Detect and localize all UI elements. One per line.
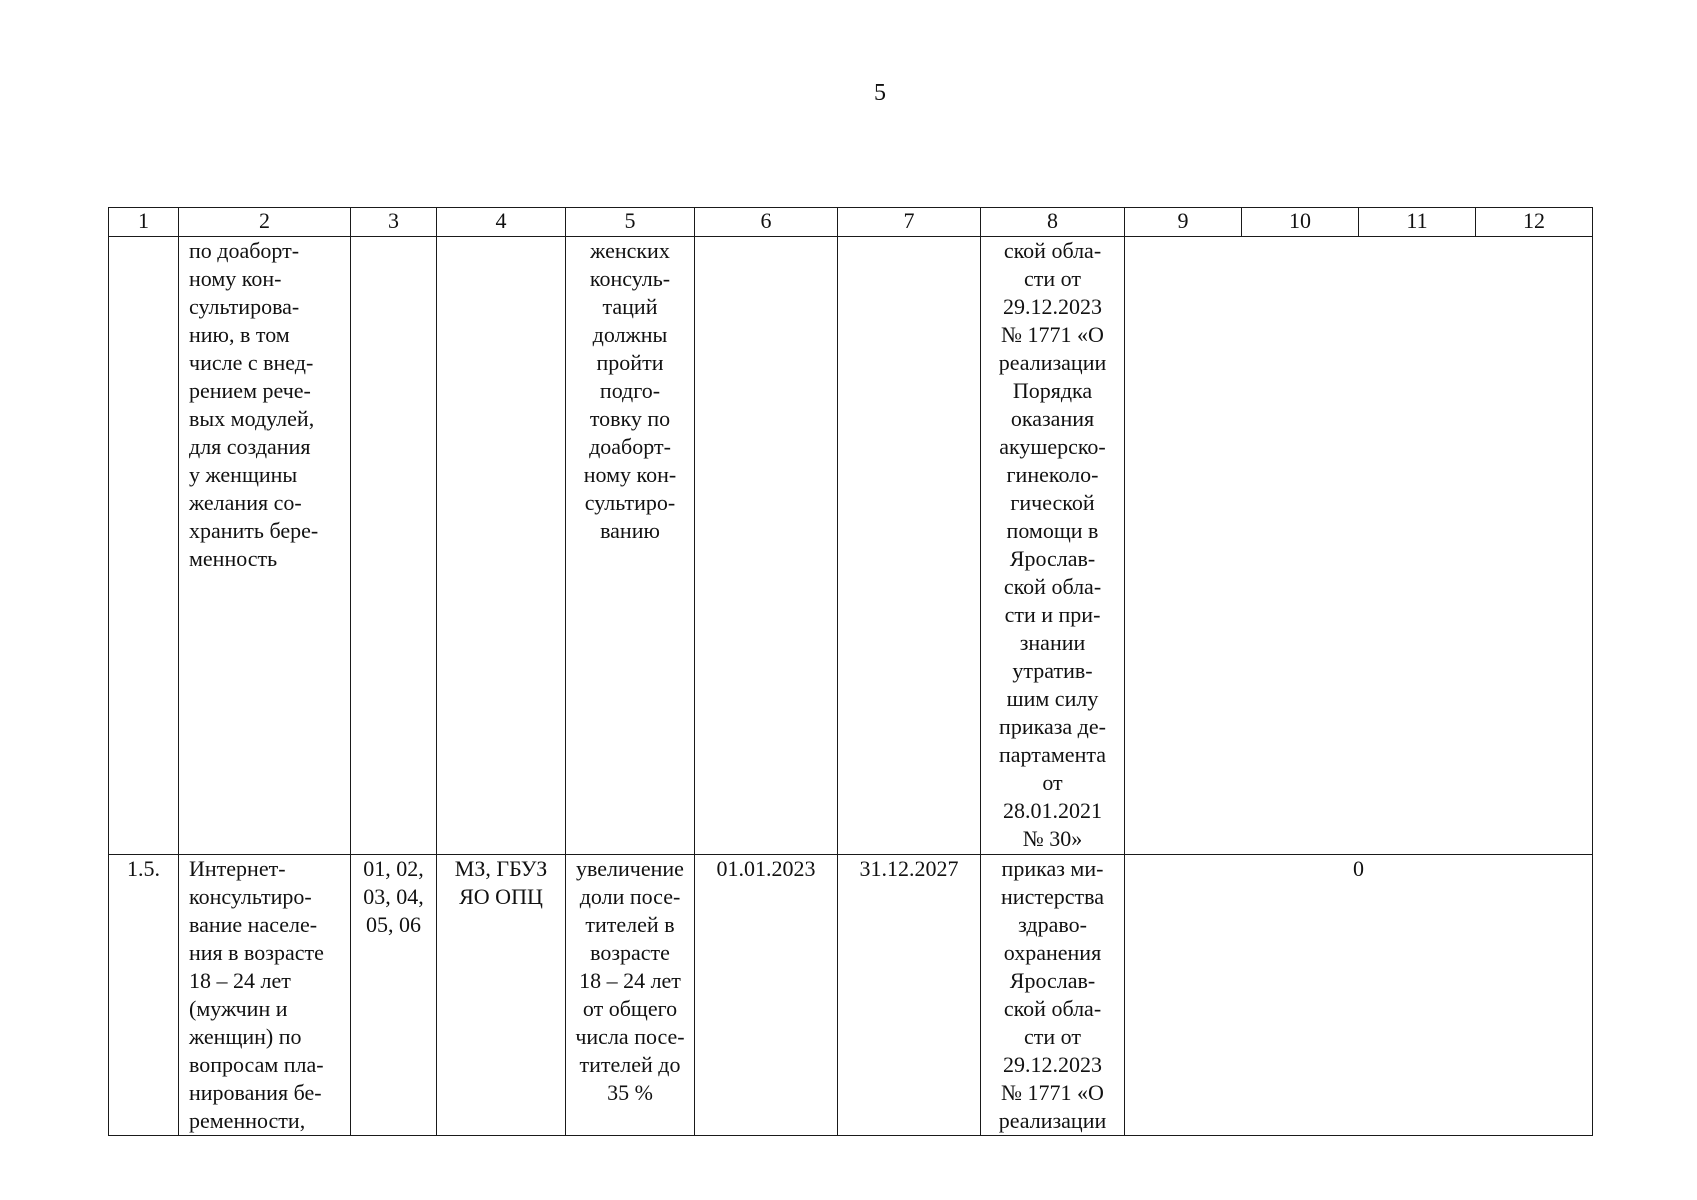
item-number-cell: [109, 237, 179, 855]
item-number-cell: 1.5.: [109, 855, 179, 1136]
start-date-cell: 01.01.2023: [695, 855, 838, 1136]
column-number-cell: 3: [351, 208, 437, 237]
funding-cell: [1125, 237, 1593, 855]
code-cell: 01, 02, 03, 04, 05, 06: [351, 855, 437, 1136]
result-cell: женских консуль- таций должны пройти подго- товку по доаборт- ному кон- сультиро- ванию: [566, 237, 695, 855]
column-number-cell: 10: [1242, 208, 1359, 237]
column-number-cell: 4: [437, 208, 566, 237]
start-date-cell: [695, 237, 838, 855]
funding-cell: 0: [1125, 855, 1593, 1136]
column-number-cell: 5: [566, 208, 695, 237]
column-number-cell: 6: [695, 208, 838, 237]
column-number-row: [109, 208, 1593, 237]
column-number-cell: 12: [1476, 208, 1593, 237]
code-cell: [351, 237, 437, 855]
measure-name-cell: по доаборт- ному кон- сультирова- нию, в том числе с внед- рением рече- вых модулей, для создания у женщины желания со- хранить бере- менность: [179, 237, 351, 855]
column-number-cell: 9: [1125, 208, 1242, 237]
column-number-cell: 2: [179, 208, 351, 237]
end-date-cell: 31.12.2027: [838, 855, 981, 1136]
column-number-cell: 1: [109, 208, 179, 237]
table-row: [109, 237, 1593, 855]
table-row: [109, 855, 1593, 1136]
basis-document-cell: приказ ми- нистерства здраво- охранения Ярослав- ской обла- сти от 29.12.2023 № 1771 «О реализации: [981, 855, 1125, 1136]
result-cell: увеличение доли посе- тителей в возрасте 18 – 24 лет от общего числа посе- тителей до 35 %: [566, 855, 695, 1136]
measures-table: [108, 207, 1593, 1136]
measure-name-cell: Интернет- консультиро- вание населе- ния в возрасте 18 – 24 лет (мужчин и женщин) по вопросам пла- нирования бе- ременности,: [179, 855, 351, 1136]
column-number-cell: 8: [981, 208, 1125, 237]
basis-document-cell: ской обла- сти от 29.12.2023 № 1771 «О реализации Порядка оказания акушерско- гинеколо- гической помощи в Ярослав- ской обла- сти и при- знании утратив- шим силу приказа де- партамента от 28.01.2021 № 30»: [981, 237, 1125, 855]
column-number-cell: 11: [1359, 208, 1476, 237]
column-number-cell: 7: [838, 208, 981, 237]
end-date-cell: [838, 237, 981, 855]
executor-cell: МЗ, ГБУЗ ЯО ОПЦ: [437, 855, 566, 1136]
executor-cell: [437, 237, 566, 855]
page-number: 5: [874, 80, 886, 106]
